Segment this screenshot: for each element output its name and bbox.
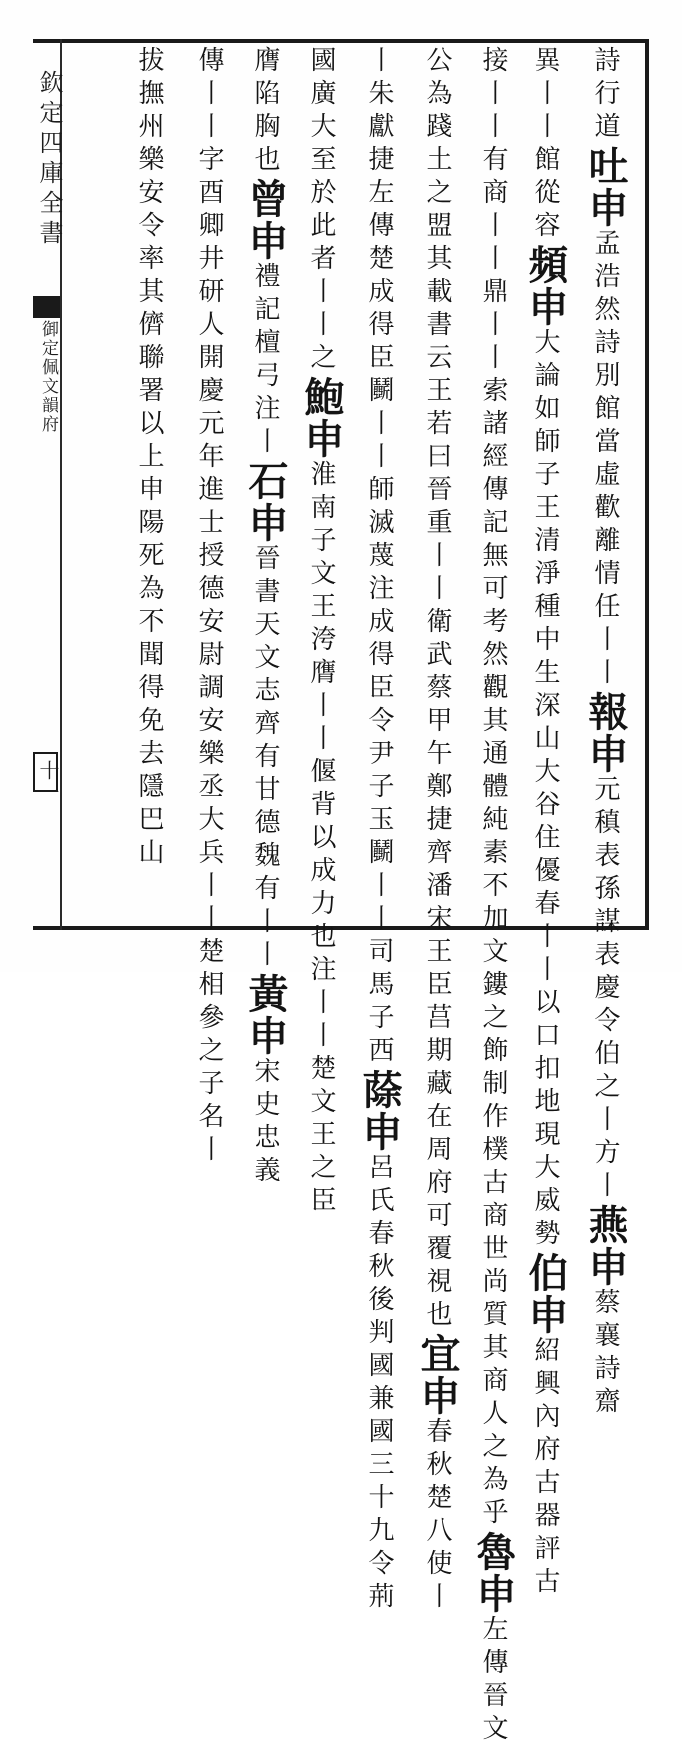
text-column [134,46,164,918]
entry-text: 傳丨丨字酉卿井研人開慶元年進士授德安尉調安樂丞大兵丨丨楚相參之子名丨 [194,46,224,1168]
frame-top-rule [33,39,649,43]
text-column [194,46,224,1168]
headword: 伯申 [522,1252,569,1336]
entry-text: 大論如師子王清淨種中生深山大谷住優春丨丨以口扣地現大威勢 [530,328,560,1252]
text-column [470,46,517,1747]
text-column [414,46,461,1615]
text-column [522,46,569,1600]
entry-text: 膺陷胸也 [250,46,280,178]
book-title: 欽定四庫全書 [35,70,63,250]
headword: 鮑申 [298,376,345,460]
headword: 頻申 [522,244,569,328]
entry-text: 公為踐土之盟其載書云王若曰晉重丨丨衛武蔡甲午鄭捷齊潘宋王臣莒期藏在周府可覆視也 [422,46,452,1333]
entry-text: 詩行道 [590,46,620,145]
headword: 魯申 [470,1531,517,1615]
entry-text: 淮南子文王洿膺丨丨偃背以成力也注丨丨楚文王之臣 [306,460,336,1219]
entry-text: 國廣大至於此者丨丨之 [306,46,336,376]
entry-text: 呂氏春秋後判國兼國三十九令荊 [364,1153,394,1615]
page-number: 十一 [36,760,60,804]
text-column [582,46,629,1420]
entry-text: 元稹表孫謀表慶令伯之丨方丨 [590,775,620,1204]
headword: 宜申 [414,1333,461,1417]
entry-text: 左傳晉文 [478,1615,508,1747]
text-column [356,46,403,1615]
volume-label: 御定佩文韻府 [38,320,58,434]
entry-text: 春秋楚八使丨 [422,1417,452,1615]
entry-text: 拔撫州樂安令率其儕聯署以上申陽死為不聞得免去隱巴山 [134,46,164,871]
headword: 蒢申 [356,1069,403,1153]
headword: 報申 [582,691,629,775]
entry-text: 宋史忠義 [250,1057,280,1189]
entry-text: 禮記檀弓注丨 [250,262,280,460]
entry-text: 晉書天文志齊有甘德魏有丨丨 [250,544,280,973]
entry-text: 孟浩然詩別館當虛歡離情任丨丨 [590,229,620,691]
headword: 黃申 [242,973,289,1057]
entry-text: 接丨丨有商丨丨鼎丨丨索諸經傳記無可考然觀其通體純素不加文鏤之飾制作樸古商世尚質其商人之為乎 [478,46,508,1531]
headword: 燕申 [582,1204,629,1288]
entry-text: 紹興內府古器評古 [530,1336,560,1600]
text-column [242,46,289,1189]
fish-tail-mark [33,296,60,318]
entry-text: 異丨丨館從容 [530,46,560,244]
text-column [298,46,345,1219]
headword: 石申 [242,460,289,544]
frame-right-rule [645,39,649,930]
entry-text: 丨朱獻捷左傳楚成得臣鬭丨丨師滅蔑注成得臣令尹子玉鬭丨丨司馬子西 [364,46,394,1069]
headword: 吐申 [582,145,629,229]
entry-text: 蔡襄詩齋 [590,1288,620,1420]
headword: 曾申 [242,178,289,262]
